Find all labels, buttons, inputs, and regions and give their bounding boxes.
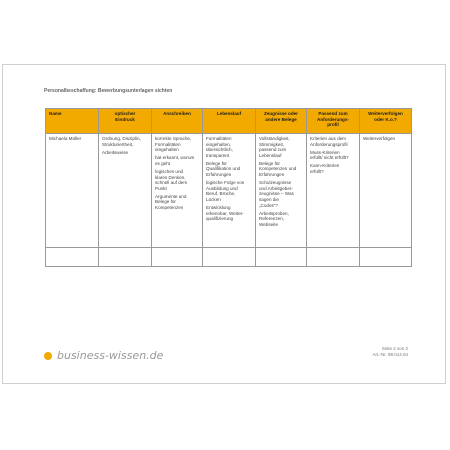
article-number: Art.-Nr. 98.014.04	[372, 352, 408, 358]
cell-anschreiben	[152, 134, 203, 248]
empty-cell	[152, 248, 203, 267]
empty-cell	[307, 248, 360, 267]
cell-text: Arbeitsweise	[102, 149, 129, 155]
footer-info	[372, 346, 408, 358]
cell-text: Entwicklung erkennbar, Weiter- qualifizierung	[206, 205, 244, 222]
cell-text: Michaela Müller	[49, 136, 82, 141]
cell-text: Muss-Kriterien erfüllt/ nicht erfüllt?	[310, 149, 349, 161]
cell-text: Vollständigkeit, Stimmigkeit, passend zum Lebenslauf	[259, 136, 290, 158]
cell-text: hat erkannt, worum es geht	[155, 155, 195, 166]
table-row-empty	[46, 248, 412, 267]
empty-cell	[46, 248, 99, 267]
empty-cell	[203, 248, 256, 267]
cell-text: logische Folge von Ausbildung und Beruf, Brüche, Lücken	[206, 180, 245, 202]
empty-cell	[99, 248, 152, 267]
cell-text: Weiterverfolgen	[363, 136, 396, 141]
cell-text: Arbeitsproben, Referenzen, Webseite	[259, 210, 289, 227]
table-row	[46, 134, 412, 248]
column-header-anschreiben: Anschreiben	[152, 109, 203, 134]
cell-text: Schulzeugnisse und Arbeitgeber- zeugnisse – Was sagen die „Codes“?	[259, 180, 294, 208]
cell-text: Formalitäten eingehalten, übersichtlich, transparent	[206, 136, 233, 158]
cell-text: Ordnung, Disziplin, Strukturiertheit,	[102, 136, 141, 147]
cell-text: Belege für Kompetenzen und Erfahrungen	[259, 160, 297, 178]
assessment-table	[45, 108, 412, 267]
cell-text: Belege für Qualifikation und Erfahrungen	[206, 160, 241, 178]
cell-lebenslauf	[203, 134, 256, 248]
logo-dot-icon	[44, 352, 52, 360]
column-header-zeugnisse: Zeugnisse oder andere Belege	[256, 109, 307, 134]
cell-text: Argumente und Belege für Kompetenzen	[155, 193, 187, 211]
cell-name	[46, 134, 99, 248]
column-header-passend: Passend zum Anforderungs- profil	[307, 109, 360, 134]
cell-passend	[307, 134, 360, 248]
column-header-name: Name	[46, 109, 99, 134]
cell-zeugnisse	[256, 134, 307, 248]
brand-logo	[44, 349, 163, 362]
page-number: Seite 2 von 2	[381, 346, 408, 351]
cell-text: Kann-Kriterien erfüllt?	[310, 163, 340, 174]
empty-cell	[360, 248, 412, 267]
cell-weiterverfolgen	[360, 134, 412, 248]
table-header-row	[46, 109, 412, 134]
logo-text: business-wissen.de	[57, 349, 164, 362]
column-header-optischer-eindruck: optischer Eindruck	[99, 109, 152, 134]
document-title: Personalbeschaffung: Bewerbungsunterlagen sichten	[44, 88, 173, 94]
cell-text: logisches und klares Denken, schnell auf dem Punkt	[155, 168, 188, 191]
cell-optischer-eindruck	[99, 134, 152, 248]
cell-text: korrekte Sprache, Formalitäten eingehalten	[155, 136, 192, 153]
cell-text: Kriterien aus dem Anforderungsprofil	[310, 136, 348, 147]
column-header-lebenslauf: Lebenslauf	[203, 109, 256, 134]
empty-cell	[256, 248, 307, 267]
column-header-weiterverfolgen: Weiterverfolgen oder K.o.?	[360, 109, 412, 134]
